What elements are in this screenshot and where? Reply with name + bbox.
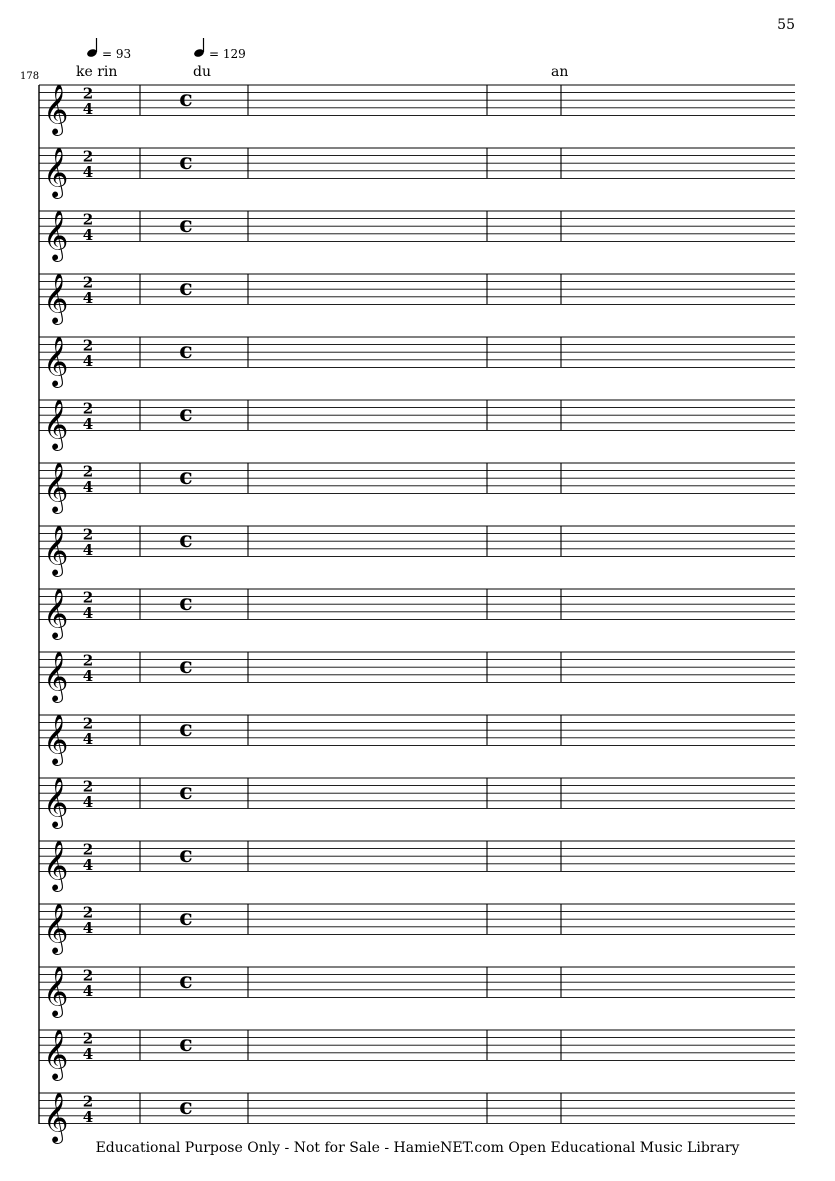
common-time-icon: c	[179, 590, 193, 617]
time-signature-denominator: 4	[82, 792, 94, 811]
common-time-icon: c	[179, 653, 193, 680]
page-number: 55	[777, 17, 795, 33]
time-signature-denominator: 4	[82, 225, 94, 244]
staff	[39, 1092, 795, 1144]
common-time-icon: c	[179, 401, 193, 428]
time-signature-numerator: 2	[82, 273, 94, 292]
staff	[39, 714, 795, 766]
treble-clef-icon: 𝄞	[43, 777, 69, 828]
time-signature-numerator: 2	[82, 966, 94, 985]
treble-clef-icon: 𝄞	[43, 147, 69, 198]
staff	[39, 777, 795, 829]
staff	[39, 588, 795, 640]
staff	[39, 462, 795, 514]
time-signature-numerator: 2	[82, 84, 94, 103]
common-time-icon: c	[179, 338, 193, 365]
time-signature-denominator: 4	[82, 666, 94, 685]
time-signature-numerator: 2	[82, 840, 94, 859]
common-time-icon: c	[179, 1031, 193, 1058]
staff	[39, 966, 795, 1018]
common-time-icon: c	[179, 149, 193, 176]
staff	[39, 399, 795, 451]
time-signature-denominator: 4	[82, 477, 94, 496]
time-signature-numerator: 2	[82, 777, 94, 796]
footer-text: Educational Purpose Only - Not for Sale - HamieNET.com Open Educational Music Library	[95, 1140, 740, 1156]
staff	[39, 336, 795, 388]
time-signature-denominator: 4	[82, 981, 94, 1000]
time-signature-denominator: 4	[82, 918, 94, 937]
staff	[39, 651, 795, 703]
common-time-icon: c	[179, 1094, 193, 1121]
staff	[39, 903, 795, 955]
time-signature-numerator: 2	[82, 210, 94, 229]
tempo-mark-2	[193, 38, 246, 61]
time-signature-denominator: 4	[82, 1044, 94, 1063]
time-signature-denominator: 4	[82, 162, 94, 181]
time-signature-numerator: 2	[82, 651, 94, 670]
common-time-icon: c	[179, 968, 193, 995]
staff	[39, 273, 795, 325]
time-signature-numerator: 2	[82, 903, 94, 922]
treble-clef-icon: 𝄞	[43, 1092, 69, 1143]
treble-clef-icon: 𝄞	[43, 903, 69, 954]
treble-clef-icon: 𝄞	[43, 210, 69, 261]
time-signature-denominator: 4	[82, 540, 94, 559]
treble-clef-icon: 𝄞	[43, 525, 69, 576]
treble-clef-icon: 𝄞	[43, 840, 69, 891]
treble-clef-icon: 𝄞	[43, 273, 69, 324]
time-signature-denominator: 4	[82, 603, 94, 622]
staff	[39, 147, 795, 199]
common-time-icon: c	[179, 779, 193, 806]
staff	[39, 840, 795, 892]
time-signature-denominator: 4	[82, 855, 94, 874]
staff	[39, 525, 795, 577]
common-time-icon: c	[179, 842, 193, 869]
time-signature-numerator: 2	[82, 525, 94, 544]
time-signature-numerator: 2	[82, 588, 94, 607]
tempo-mark-2-value: = 129	[209, 47, 246, 61]
treble-clef-icon: 𝄞	[43, 588, 69, 639]
time-signature-denominator: 4	[82, 1107, 94, 1126]
lyric-syllable: an	[551, 64, 569, 80]
time-signature-numerator: 2	[82, 714, 94, 733]
measure-number: 178	[20, 71, 40, 82]
treble-clef-icon: 𝄞	[43, 399, 69, 450]
time-signature-numerator: 2	[82, 336, 94, 355]
common-time-icon: c	[179, 464, 193, 491]
treble-clef-icon: 𝄞	[43, 714, 69, 765]
time-signature-numerator: 2	[82, 147, 94, 166]
time-signature-denominator: 4	[82, 414, 94, 433]
common-time-icon: c	[179, 527, 193, 554]
time-signature-denominator: 4	[82, 288, 94, 307]
common-time-icon: c	[179, 86, 193, 113]
treble-clef-icon: 𝄞	[43, 966, 69, 1017]
time-signature-numerator: 2	[82, 1029, 94, 1048]
staff	[39, 1029, 795, 1081]
tempo-mark-1-value: = 93	[102, 47, 132, 61]
treble-clef-icon: 𝄞	[43, 84, 69, 135]
time-signature-numerator: 2	[82, 1092, 94, 1111]
staff	[39, 84, 795, 136]
treble-clef-icon: 𝄞	[43, 336, 69, 387]
common-time-icon: c	[179, 716, 193, 743]
time-signature-denominator: 4	[82, 729, 94, 748]
lyric-syllable: du	[193, 64, 211, 80]
treble-clef-icon: 𝄞	[43, 651, 69, 702]
time-signature-denominator: 4	[82, 99, 94, 118]
tempo-mark-1	[86, 38, 131, 61]
common-time-icon: c	[179, 275, 193, 302]
treble-clef-icon: 𝄞	[43, 462, 69, 513]
treble-clef-icon: 𝄞	[43, 1029, 69, 1080]
lyric-syllable: ke rin	[76, 64, 118, 80]
common-time-icon: c	[179, 905, 193, 932]
staff	[39, 210, 795, 262]
common-time-icon: c	[179, 212, 193, 239]
time-signature-numerator: 2	[82, 462, 94, 481]
time-signature-numerator: 2	[82, 399, 94, 418]
time-signature-denominator: 4	[82, 351, 94, 370]
